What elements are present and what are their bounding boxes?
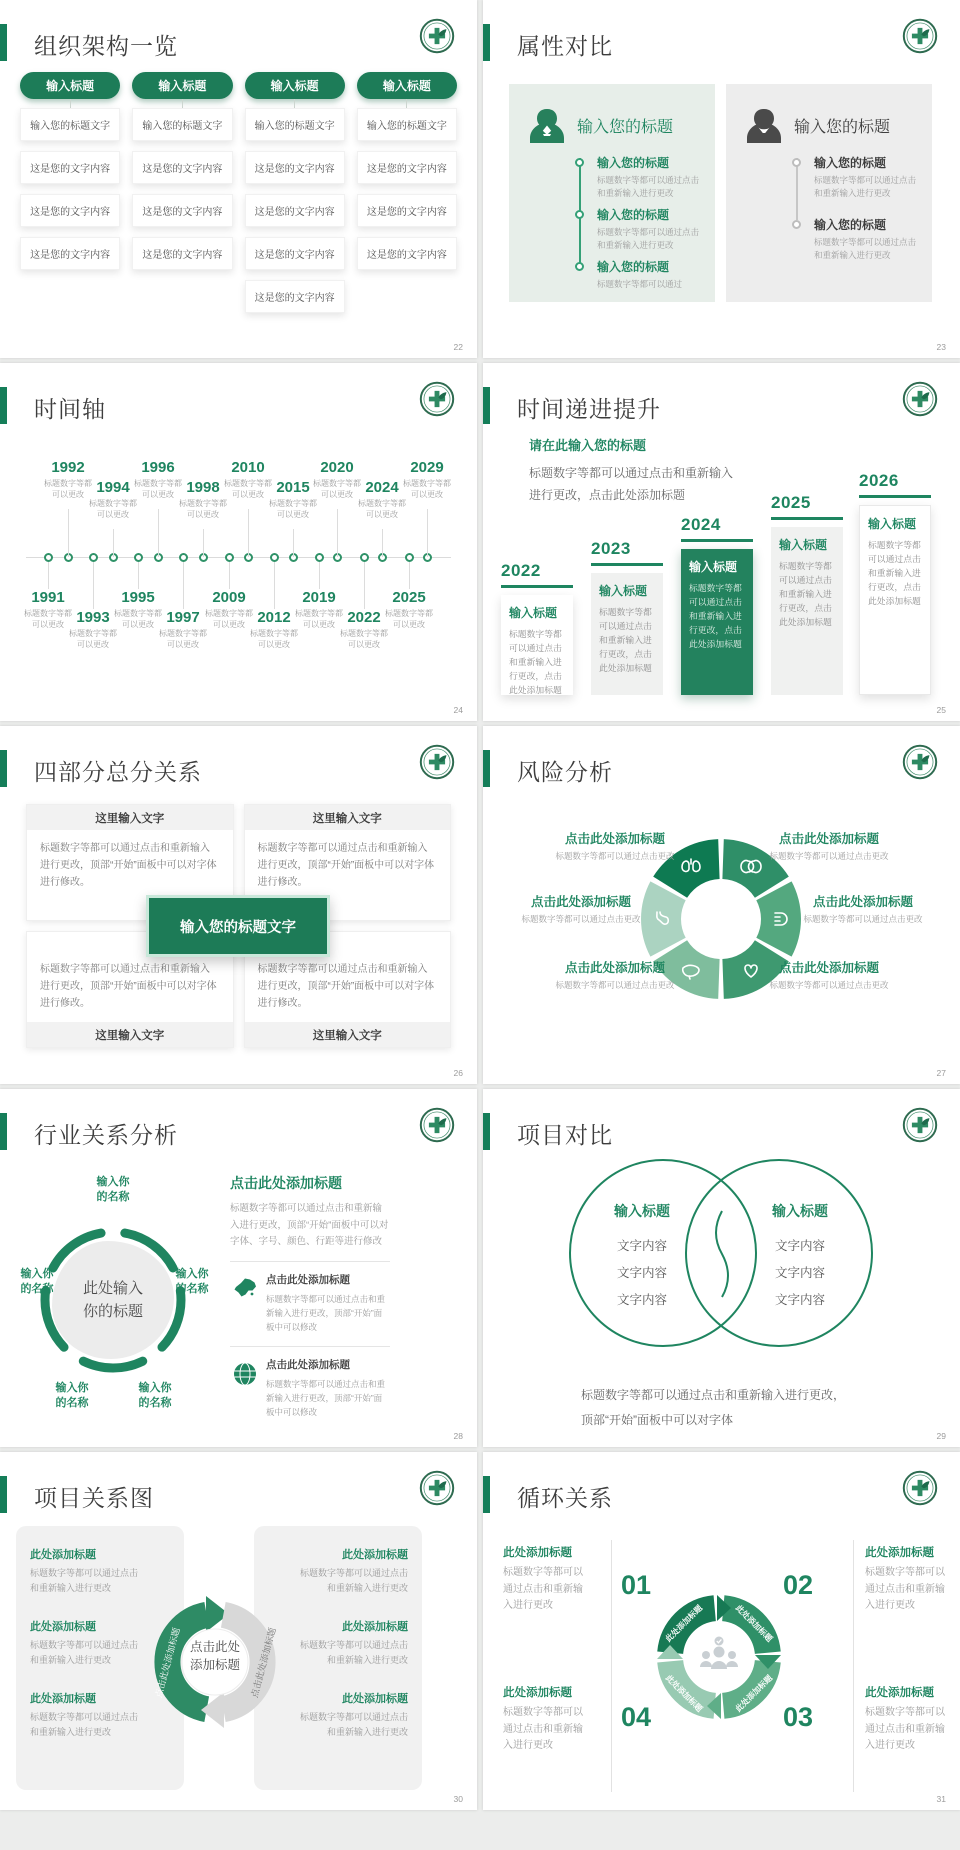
page-number: 29 — [936, 1431, 946, 1441]
industry-item — [230, 1262, 390, 1347]
step-year: 2026 — [859, 471, 899, 490]
slide-four-parts[interactable] — [0, 726, 477, 1084]
intro-title: 请在此输入您的标题 — [529, 438, 647, 453]
step-year: 2024 — [681, 515, 721, 534]
quadrant-body: 标题数字等都可以通过点击和重新输入进行更改，顶部“开始”面板中可以对字体进行修改。 — [40, 964, 217, 1009]
panel-heading: 输入您的标题 — [577, 119, 674, 136]
step-box: 输入标题 标题数字等都可以通过点击和重新输入进行更改，点击此处添加标题 — [501, 595, 573, 695]
relation-item: 此处添加标题 标题数字等都可以通过点击和重新输入进行更改 — [299, 1549, 408, 1593]
step-box: 输入标题 标题数字等都可以通过点击和重新输入进行更改，点击此处添加标题 — [591, 573, 663, 695]
timeline-dot — [575, 262, 584, 271]
relation-item: 此处添加标题 标题数字等都可以通过点击和重新输入进行更改 — [30, 1549, 139, 1593]
industry-item — [230, 1347, 390, 1431]
column-body: 标题数字等都可以通过点击和重新输入进行更改，顶部“开始”面板中可以对字体、字号、颜色、行距等进行修改 — [230, 1201, 390, 1262]
petal-label: 输入你 的名称 — [138, 1382, 172, 1409]
org-box: 这是您的文字内容 — [20, 151, 120, 184]
year-item: 2015 标题数字等都可以更改 — [269, 479, 317, 519]
item-title: 输入您的标题 — [814, 156, 887, 170]
panel-item — [597, 154, 705, 200]
step-underline — [771, 517, 843, 520]
quadrant-tab: 这里输入文字 — [245, 805, 451, 830]
title-accent-bar — [483, 24, 490, 61]
petal-label: 输入你 的名称 — [20, 1268, 54, 1295]
quadrant-body: 标题数字等都可以通过点击和重新输入进行更改，顶部“开始”面板中可以对字体进行修改。 — [257, 964, 435, 1009]
slide-title: 时间轴 — [34, 396, 106, 422]
slide-risk-analysis[interactable] — [483, 726, 960, 1084]
org-box: 这是您的文字内容 — [20, 237, 120, 270]
org-box: 这是您的文字内容 — [357, 237, 457, 270]
step-underline — [859, 495, 931, 498]
timeline-dot — [575, 210, 584, 219]
hospital-logo-icon — [419, 744, 455, 780]
org-column-1 — [20, 72, 120, 323]
hospital-logo-icon — [419, 1470, 455, 1506]
slide-org-overview[interactable] — [0, 0, 477, 358]
relation-item: 此处添加标题 标题数字等都可以通过点击和重新输入进行更改 — [30, 1693, 139, 1737]
item-body: 标题数字等都可以通过 — [597, 279, 683, 289]
item-body: 标题数字等都可以通过点击和重新输入进行更改，顶部“开始”面板中可以修改 — [266, 1293, 386, 1332]
org-box: 这是您的文字内容 — [245, 237, 345, 270]
year-item: 2009 标题数字等都可以更改 — [205, 589, 253, 629]
panel-heading: 输入您的标题 — [794, 119, 891, 136]
item-title: 输入您的标题 — [814, 218, 887, 232]
year-item: 2025 标题数字等都可以更改 — [385, 589, 433, 629]
left-compare-panel — [509, 84, 715, 302]
column-heading: 点击此处添加标题 — [230, 1175, 342, 1191]
item-body: 标题数字等都可以通过点击和重新输入进行更改 — [597, 175, 700, 198]
org-box: 这是您的文字内容 — [245, 194, 345, 227]
slide-cycle-relations[interactable] — [483, 1452, 960, 1810]
petal-label: 输入你 的名称 — [175, 1268, 209, 1295]
step-year: 2023 — [591, 539, 631, 558]
risk-item: 点击此处添加标题 标题数字等都可以通过点击更改 — [555, 961, 675, 990]
org-column-header: 输入标题 — [20, 72, 120, 99]
hospital-logo-icon — [419, 1107, 455, 1143]
slide-title: 风险分析 — [517, 759, 613, 785]
item-title: 输入您的标题 — [597, 208, 670, 222]
timeline-node — [225, 553, 234, 562]
year-item: 2022 标题数字等都可以更改 — [340, 609, 388, 649]
panel-item — [597, 258, 705, 291]
step-2026 — [859, 471, 931, 695]
relation-item: 此处添加标题 标题数字等都可以通过点击和重新输入进行更改 — [299, 1621, 408, 1665]
item-title: 输入您的标题 — [597, 156, 670, 170]
slide-project-compare[interactable] — [483, 1089, 960, 1447]
slide-industry-relations[interactable] — [0, 1089, 477, 1447]
org-box: 这是您的文字内容 — [357, 151, 457, 184]
ring-center-label: 点击此处 添加标题 — [189, 1640, 240, 1672]
step-year: 2025 — [771, 493, 811, 512]
venn-right-content: 输入标题 文字内容 文字内容 文字内容 — [772, 1203, 828, 1307]
timeline-node — [270, 553, 279, 562]
title-accent-bar — [483, 1476, 490, 1513]
slide-title: 循环关系 — [517, 1485, 613, 1511]
caption: 标题数字等都可以通过点击和重新输入进行更改， 顶部“开始”面板中可以对字体 — [581, 1388, 846, 1427]
org-box: 输入您的标题文字 — [357, 108, 457, 141]
year-item: 2020 标题数字等都可以更改 — [313, 459, 361, 499]
petal-label: 输入你 的名称 — [96, 1176, 130, 1203]
page-number: 24 — [453, 705, 463, 715]
risk-item: 点击此处添加标题 标题数字等都可以通过点击更改 — [769, 832, 889, 861]
step-2023 — [591, 539, 663, 695]
item-body: 标题数字等都可以通过点击和重新输入进行更改 — [814, 175, 917, 198]
timeline-node — [360, 553, 369, 562]
panel-item — [597, 206, 705, 252]
hospital-logo-icon — [902, 18, 938, 54]
ring-segment-label: 此处添加标题 — [733, 1603, 775, 1644]
step-underline — [501, 585, 573, 588]
item-title: 点击此处添加标题 — [266, 1273, 350, 1286]
timeline-dot — [792, 158, 801, 167]
hospital-logo-icon — [419, 18, 455, 54]
intro-block — [529, 435, 733, 506]
item-body: 标题数字等都可以通过点击和重新输入进行更改，顶部“开始”面板中可以修改 — [266, 1378, 386, 1417]
title-accent-bar — [483, 387, 490, 424]
panel-item — [814, 154, 922, 200]
slide-title: 时间递进提升 — [517, 396, 661, 422]
cycle-ring — [655, 1593, 783, 1726]
org-chart — [20, 72, 457, 323]
hospital-logo-icon — [902, 744, 938, 780]
org-box: 这是您的文字内容 — [132, 237, 232, 270]
item-body: 标题数字等都可以通过点击和重新输入进行更改 — [814, 237, 917, 260]
slide-time-progression[interactable] — [483, 363, 960, 721]
number-01: 01 — [621, 1570, 652, 1600]
step-2024 — [681, 515, 753, 695]
quadrant-tab: 这里输入文字 — [245, 1022, 451, 1047]
title-accent-bar — [0, 387, 7, 424]
item-title: 输入您的标题 — [597, 260, 670, 274]
number-02: 02 — [783, 1570, 814, 1600]
org-box: 这是您的文字内容 — [245, 280, 345, 313]
year-item: 1991 标题数字等都可以更改 — [24, 589, 72, 629]
flower-center: 此处输入 你的标题 — [52, 1241, 174, 1359]
item-title: 点击此处添加标题 — [266, 1358, 350, 1371]
cycle-item-1: 此处添加标题 标题数字等都可以通过点击和重新输入进行更改 — [503, 1547, 583, 1611]
year-item: 1995 标题数字等都可以更改 — [114, 589, 162, 629]
timeline-node — [315, 553, 324, 562]
year-item: 1993 标题数字等都可以更改 — [69, 609, 117, 649]
org-column-header: 输入标题 — [132, 72, 232, 99]
title-accent-bar — [0, 1113, 7, 1150]
org-column-2 — [132, 72, 232, 323]
right-column — [230, 1173, 390, 1431]
page-number: 23 — [936, 342, 946, 352]
page-number: 28 — [453, 1431, 463, 1441]
step-underline — [681, 539, 753, 542]
connector-line — [70, 99, 71, 108]
quadrant-tab: 这里输入文字 — [27, 1022, 233, 1047]
slide-timeline[interactable] — [0, 363, 477, 721]
step-box: 输入标题 标题数字等都可以通过点击和重新输入进行更改，点击此处添加标题 — [681, 549, 753, 695]
year-item: 2029 标题数字等都可以更改 — [403, 459, 451, 499]
step-2025 — [771, 493, 843, 695]
title-accent-bar — [0, 1476, 7, 1513]
petal-label: 输入你 的名称 — [55, 1382, 89, 1409]
green-arrow-label: 点击此处添加标题 — [153, 1626, 182, 1699]
risk-item: 点击此处添加标题 标题数字等都可以通过点击更改 — [803, 895, 923, 924]
right-compare-panel — [726, 84, 932, 302]
panel-item — [814, 216, 922, 262]
org-column-3 — [245, 72, 345, 323]
org-box: 这是您的文字内容 — [132, 194, 232, 227]
step-box: 输入标题 标题数字等都可以通过点击和重新输入进行更改，点击此处添加标题 — [859, 505, 931, 695]
step-2022 — [501, 561, 573, 695]
slide-title: 项目关系图 — [34, 1485, 154, 1511]
risk-item: 点击此处添加标题 标题数字等都可以通过点击更改 — [521, 895, 641, 924]
slide-title: 项目对比 — [517, 1122, 613, 1148]
step-year: 2022 — [501, 561, 541, 580]
intro-line: 标题数字等都可以通过点击和重新输入 — [529, 466, 734, 480]
connector-line — [406, 99, 407, 108]
org-column-4 — [357, 72, 457, 323]
title-accent-bar — [483, 1113, 490, 1150]
page-number: 31 — [936, 1794, 946, 1804]
page-number: 27 — [936, 1068, 946, 1078]
relation-item: 此处添加标题 标题数字等都可以通过点击和重新输入进行更改 — [299, 1693, 408, 1737]
timeline-node — [44, 553, 53, 562]
timeline-node — [405, 553, 414, 562]
ring-segment-label: 此处添加标题 — [663, 1603, 705, 1644]
slide-title: 属性对比 — [517, 33, 613, 59]
year-item: 1996 标题数字等都可以更改 — [134, 459, 182, 499]
page-number: 26 — [453, 1068, 463, 1078]
page-number: 30 — [453, 1794, 463, 1804]
title-accent-bar — [0, 24, 7, 61]
slide-attribute-compare[interactable] — [483, 0, 960, 358]
slide-title: 行业关系分析 — [34, 1122, 178, 1148]
connector-line — [182, 99, 183, 108]
globe-icon — [232, 1361, 258, 1387]
cycle-item-4: 此处添加标题 标题数字等都可以通过点击和重新输入进行更改 — [503, 1687, 583, 1751]
risk-item: 点击此处添加标题 标题数字等都可以通过点击更改 — [555, 832, 675, 861]
female-user-icon — [525, 104, 569, 148]
quadrant-body: 标题数字等都可以通过点击和重新输入进行更改，顶部“开始”面板中可以对字体进行修改。 — [257, 843, 435, 888]
quadrant-body: 标题数字等都可以通过点击和重新输入进行更改，顶部“开始”面板中可以对字体进行修改。 — [40, 843, 217, 888]
hospital-logo-icon — [902, 1470, 938, 1506]
intro-line: 进行更改，点击此处添加标题 — [529, 488, 686, 502]
year-item: 1992 标题数字等都可以更改 — [44, 459, 92, 499]
page-number: 22 — [453, 342, 463, 352]
org-column-header: 输入标题 — [245, 72, 345, 99]
compare-panels — [509, 84, 932, 302]
timeline-node — [134, 553, 143, 562]
link-glyph — [707, 1209, 737, 1299]
page-number: 25 — [936, 705, 946, 715]
gray-arrow-label: 点击此处添加标题 — [249, 1626, 278, 1699]
org-column-header: 输入标题 — [357, 72, 457, 99]
connector-line — [294, 99, 295, 108]
title-accent-bar — [483, 750, 490, 787]
step-underline — [591, 563, 663, 566]
relation-item: 此处添加标题 标题数字等都可以通过点击和重新输入进行更改 — [30, 1621, 139, 1665]
org-box: 输入您的标题文字 — [245, 108, 345, 141]
cycle-item-2: 此处添加标题 标题数字等都可以通过点击和重新输入进行更改 — [865, 1547, 945, 1611]
ring-segment-label: 此处添加标题 — [733, 1673, 775, 1714]
slide-project-relations[interactable] — [0, 1452, 477, 1810]
hospital-logo-icon — [902, 1107, 938, 1143]
hospital-logo-icon — [902, 381, 938, 417]
org-box: 这是您的文字内容 — [20, 194, 120, 227]
org-box: 输入您的标题文字 — [20, 108, 120, 141]
hospital-logo-icon — [419, 381, 455, 417]
male-user-icon — [742, 104, 786, 148]
risk-item: 点击此处添加标题 标题数字等都可以通过点击更改 — [769, 961, 889, 990]
timeline-node — [89, 553, 98, 562]
year-item: 2024 标题数字等都可以更改 — [358, 479, 406, 519]
org-box: 输入您的标题文字 — [132, 108, 232, 141]
slide-title: 四部分总分关系 — [34, 759, 202, 785]
number-03: 03 — [783, 1702, 814, 1732]
quadrant-tab: 这里输入文字 — [27, 805, 233, 830]
item-body: 标题数字等都可以通过点击和重新输入进行更改 — [597, 227, 700, 250]
center-title-box: 输入您的标题文字 — [146, 895, 330, 957]
china-map-icon — [232, 1276, 258, 1302]
year-item: 2010 标题数字等都可以更改 — [224, 459, 272, 499]
title-accent-bar — [0, 750, 7, 787]
year-item: 2012 标题数字等都可以更改 — [250, 609, 298, 649]
slide-title: 组织架构一览 — [34, 33, 178, 59]
year-item: 1998 标题数字等都可以更改 — [179, 479, 227, 519]
timeline-dot — [792, 220, 801, 229]
org-box: 这是您的文字内容 — [357, 194, 457, 227]
number-04: 04 — [621, 1702, 652, 1732]
ring-segment-label: 此处添加标题 — [663, 1673, 705, 1714]
timeline-rail — [796, 158, 798, 220]
venn-left-content: 输入标题 文字内容 文字内容 文字内容 — [614, 1203, 670, 1307]
org-box: 这是您的文字内容 — [132, 151, 232, 184]
cycle-item-3: 此处添加标题 标题数字等都可以通过点击和重新输入进行更改 — [865, 1687, 945, 1751]
year-item: 2019 标题数字等都可以更改 — [295, 589, 343, 629]
timeline-dot — [575, 158, 584, 167]
step-box: 输入标题 标题数字等都可以通过点击和重新输入进行更改，点击此处添加标题 — [771, 527, 843, 695]
timeline-node — [179, 553, 188, 562]
divider-left — [611, 1540, 612, 1792]
year-item: 1997 标题数字等都可以更改 — [159, 609, 207, 649]
org-box: 这是您的文字内容 — [245, 151, 345, 184]
year-item: 1994 标题数字等都可以更改 — [89, 479, 137, 519]
divider-right — [853, 1540, 854, 1792]
